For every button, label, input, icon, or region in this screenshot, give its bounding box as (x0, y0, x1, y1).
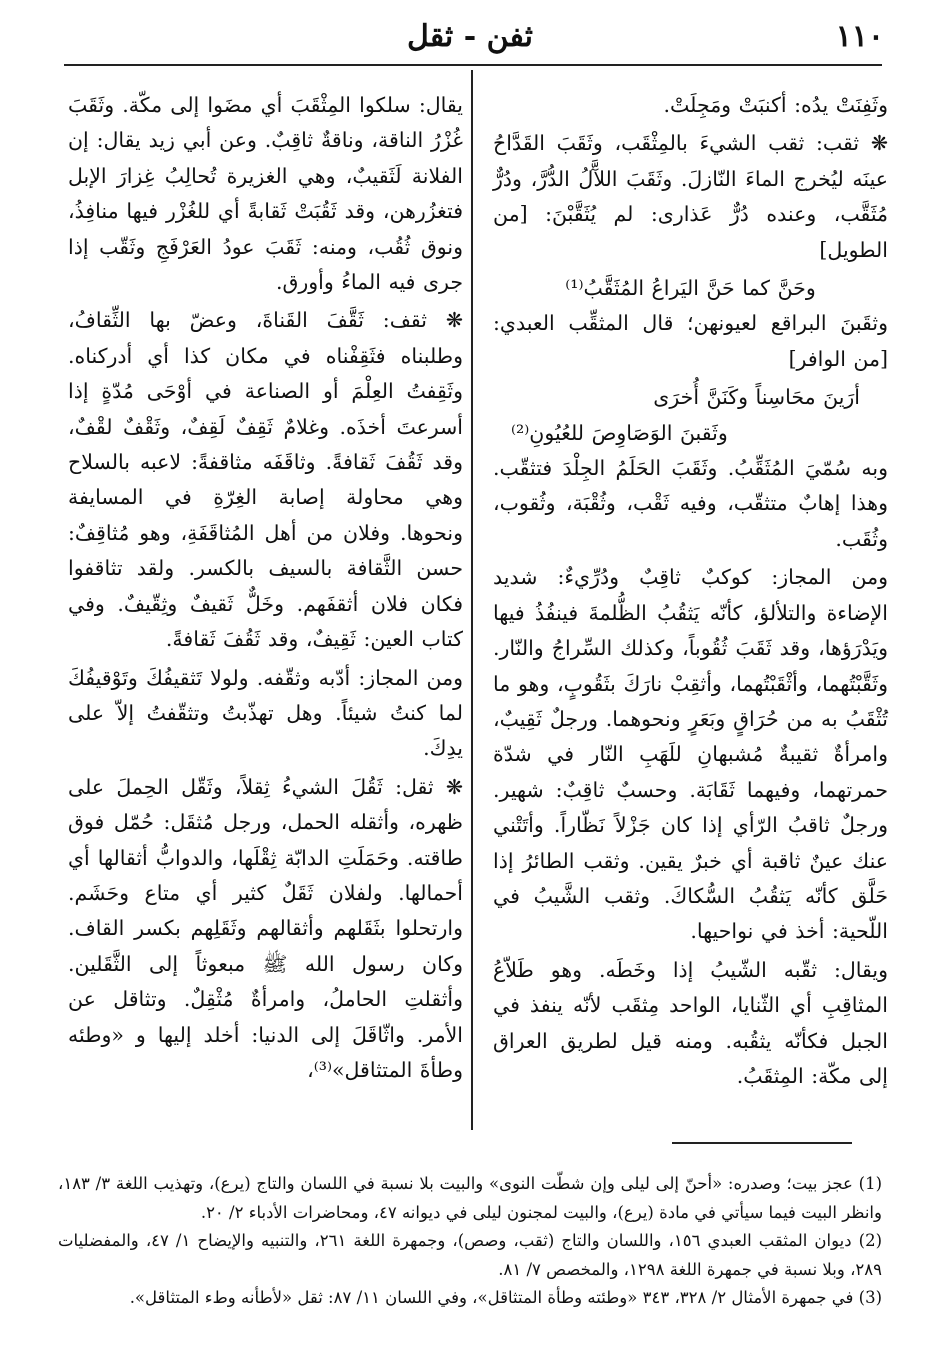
page-number: ١١٠ (835, 18, 884, 54)
header-rule (64, 64, 882, 66)
page-header (56, 14, 884, 58)
verse-2-second-hemistich: وثَقبنَ الوَصَاوِصَ للعُيُونِ⁽²⁾ (511, 420, 728, 445)
entry-thaqqabna: وثقَبنَ البراقع لعيونهن؛ قال المثقِّب العبدي: [من الوافر] (493, 311, 888, 371)
entry-thaqal: ❋ ثقل: ثَقُلَ الشيءُ ثِقلاً، وثَقّل الحِملَ على ظهره، وأثقله الحمل، ورجل مُثقَل: حُمّل فوق طاقته. وحَمَلَتِ الدابّة ثِقْلَها، والدوابُّ أثقالها أي أحمالها. ولفلان ثَقَلٌ كثير أي متاع وحَشَم. وارتحلوا بثَقَلهم وأثقالهم وثَقَلِهم بكسر القاف. وكان رسول الله ﷺ مبعوثاً إلى الثَّقَلين. وأثقلتِ الحاملُ، وامرأةٌ مُثْقِلٌ. وتثاقل عن الأمر. واثّاقَلَ إلى الدنيا: أخلد إليها و «وطئه وطأةَ المتثاقل»⁽³⁾، (68, 774, 463, 1082)
entry-thaqb: ❋ ثقب: ثقب الشيءَ بالمِثْقَب، وثَقَبَ القَدَّاحُ عينَه ليُخرج الماءَ النّازلَ. وثَقَبَ اللآَّلُ الدُّرَّ، ودُرٌّ مُثَقَّب، وعنده دُرٌّ عَذارى: لم يُثَقَّبْنَ: [من الطويل] (493, 131, 888, 262)
left-column (68, 88, 463, 1091)
entry-yuqal-thaqqabahu: ويقال: ثقّبه الشّيبُ إذا وخَطَه. وهو طَلاّعُ المثاقِبِ أي الثّنايا، الواحد مِثقَب لأنّه ينفذ في الجبل فكأنّه يثقُبه. ومنه قيل لطريق العراق إلى مكّة: المِثقَبُ. (493, 957, 888, 1088)
footnote-1: (1) عجز بيت؛ وصدره: «أحنّ إلى ليلى وإن شطّت النوى» والبيت بلا نسبة في اللسان والتاج (يرع)، وتهذيب اللغة ٣/ ١٨٣، وانظر البيت فيما سيأتي في مادة (يرع)، والبيت لمجنون ليلى في ديوانه ٤٧، ومحاضرات الأدباء ٢/ ٢٠. (58, 1174, 882, 1222)
footnote-rule (672, 1142, 852, 1144)
footnotes (58, 1170, 882, 1313)
verse-2-first-hemistich: أرَينَ محَاسِناً وكَنَنَّ أُخرَى (653, 385, 860, 410)
entry-mithqab-continued: يقال: سلكوا المِثْقَبَ أي مضَوا إلى مكّة. وثَقَبَ غُزْرُ الناقة، وناقةٌ ثاقِبٌ. وعن أبي زيد يقال: إن الفلانة لَثَقيبٌ، وهي الغزيرة تُحالِبُ غِزارَ الإبل فتغزُرهن، وقد ثَقُبَتْ ثَقابةً أي للغُزْر فيها منافِذُ، ونوق ثُقُب، ومنه: ثَقَبَ عودُ العَرْفَجِ وثَقّب إذا جرى فيه الماءُ وأورق. (68, 93, 463, 295)
verse-1: وحَنَّ كما حَنَّ اليَراعُ المُثَقَّبُ⁽¹⁾ (565, 276, 816, 301)
entry-majaz-thaqib: ومن المجاز: كوكبٌ ثاقِبٌ ودُرِّيءٌ: شديد الإضاءة والتلألؤ، كأنّه يَثقُبُ الظُّلمةَ فينفُذُ فيها ويَدْرَؤها، وقد ثَقَبَ ثُقُوباً، وكذلك السِّراجُ والنّار. وثَقَّبْتُهما، وأثْقَبْتُهما، وأثقِبْ نارَكَ بثَقُوبٍ، وهو ما تُثْقَبُ به من حُرَاقٍ وبَعَرٍ ونحوهما. ورجلٌ ثَقِيبٌ، وامرأةٌ ثقيبةٌ مُشبهانِ للَهَبِ النّار في شدّة حمرتهما، وفيهما ثَقَابَة. وحسبٌ ثاقِبٌ: شهير. ورجلٌ ثاقبُ الرّأي إذا كان جَزْلاً نَظّاراً. وأتَتْني عنك عينٌ ثاقبة أي خبرٌ يقين. وثقب الطائرُ إذا حَلَّق كأنّه يَثقُبُ السُّكاكَ. وثقب الشَّيبُ في اللّحية: أخذ في نواحيها. (493, 565, 888, 944)
column-divider (471, 70, 473, 1130)
entry-thaqf: ❋ ثقف: ثَقَّفَ القَناةَ، وعضّ بها الثِّقافُ، وطلبناه فثَقِفْناه في مكان كذا أي أدركناه. وثَقِفتُ العِلْمَ أو الصناعة في أوْحَى مُدّةٍ إذا أسرعتَ أخذَه. وغلامٌ ثَقِفٌ لَقِفٌ، وثَقْفٌ لقْفٌ، وقد ثَقُفَ ثَقافةً. وثاقَفَه مثاقفةً: لاعبه بالسلاح وهي محاولة إصابة الغِرّةِ في المسايفة ونحوها. وفلان من أهل المُثاقَفَةِ، وهو مُثاقِفٌ: حسن الثَّقافة بالسيف بالكسر. ولقد تثاقفوا فكان فلان أثقفَهم. وخَلٌّ ثَقيفٌ وثِقّيفٌ. وفي كتاب العين: ثَقِيفٌ، وقد ثَقُفَ ثَقافةً. (68, 308, 463, 652)
running-head: ثفن - ثقل (407, 18, 533, 54)
entry-thafinat: وثَفِنَتْ يدُه: أكنبَتْ ومَجِلَتْ. (663, 93, 888, 117)
right-column (493, 88, 888, 1097)
footnote-3: (3) في جمهرة الأمثال ٢/ ٣٢٨، ٣٤٣ «وطئته وطأة المتثاقل»، وفي اللسان ١١/ ٨٧: ثقل «لأطأنه وطء المتثاقل». (129, 1288, 882, 1307)
entry-majaz-thaqqafahu: ومن المجاز: أدّبه وثقّفه. ولولا تَثقيفُكَ وتَوْقيفُكَ لما كنتُ شيئاً. وهل تهذّبتُ وتثقّفتُ إلاّ على يدِكَ. (68, 665, 463, 761)
entry-muthaqqib: وبه سُمّيَ المُثَقِّبُ. وثَقَبَ الحَلَمُ الجِلْدَ فتثقّب. وهذا إهابٌ متثقّب، وفيه ثَقْب، وثُقْبَة، وثُقوب، وثُقَب. (493, 456, 888, 551)
footnote-2: (2) ديوان المثقب العبدي ١٥٦، واللسان والتاج (ثقب، وصص)، وجمهرة اللغة ٢٦١، والتنبيه والإيضاح ١/ ٤٧، والمفضليات ٢٨٩، وبلا نسبة في جمهرة اللغة ١٢٩٨، والمخصص ٧/ ٨١. (58, 1231, 882, 1279)
